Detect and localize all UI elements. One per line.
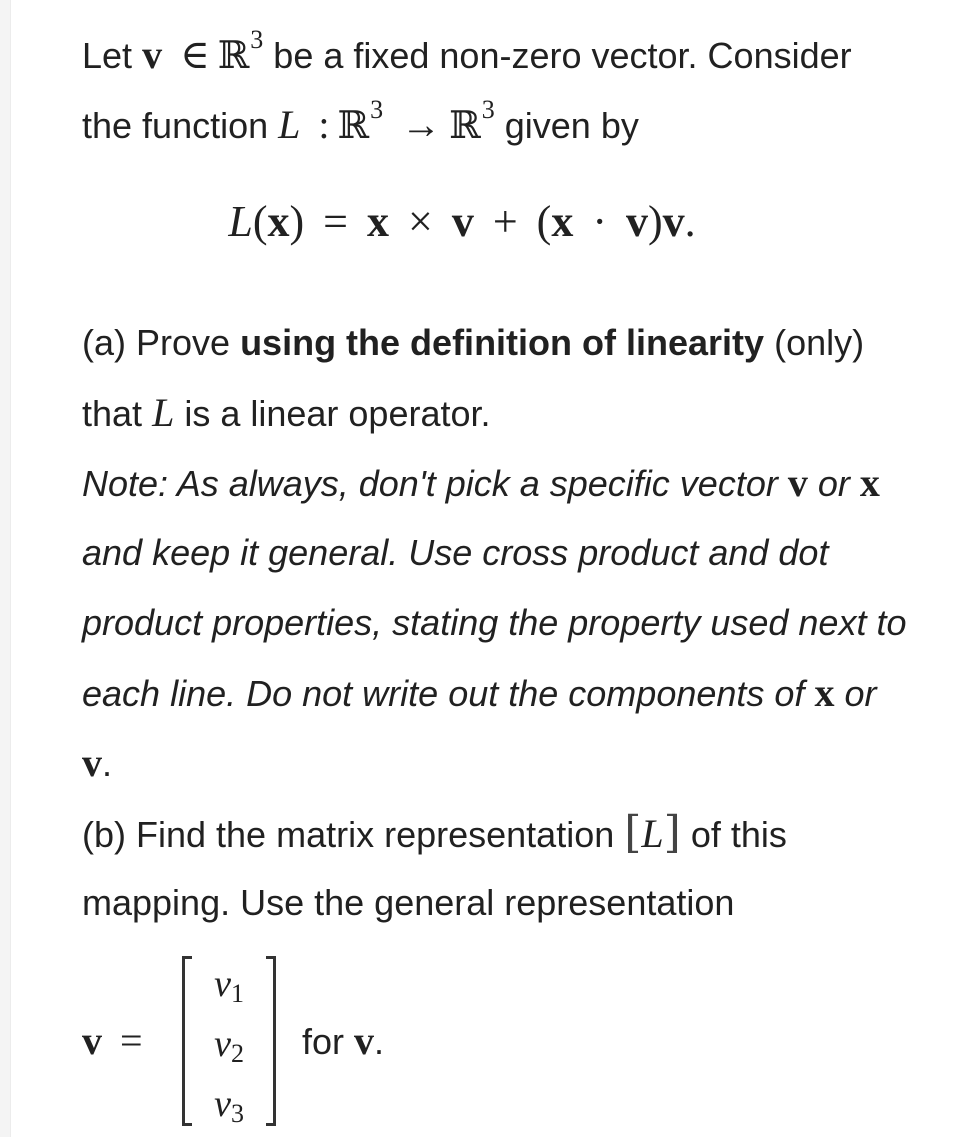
part-b-period: . — [374, 1021, 385, 1062]
math-equals: = — [323, 197, 348, 246]
math-bracket: [ — [624, 807, 642, 858]
intro-text: given by — [504, 105, 639, 146]
part-b-text: of this — [690, 814, 787, 855]
note-line-5 — [82, 734, 962, 804]
note-line-2 — [82, 524, 962, 594]
vector-lhs — [82, 1012, 151, 1071]
part-a-emphasis: using the definition of linearity — [240, 322, 765, 363]
note-line-1 — [82, 454, 962, 524]
math-paren: ( — [252, 197, 268, 246]
intro-line-2 — [82, 96, 962, 166]
math-paren: ) — [289, 197, 305, 246]
math-v: v — [354, 1018, 375, 1063]
math-x: x — [551, 197, 574, 246]
note-text: or — [844, 673, 877, 714]
math-v: v — [142, 32, 163, 77]
part-b-text: for — [302, 1021, 345, 1062]
column-vector — [182, 952, 276, 1132]
vector-definition — [82, 952, 962, 1132]
note-text: Note: As always, don't pick a specific vector — [82, 463, 778, 504]
entry-index: 1 — [230, 979, 244, 1008]
math-reals: ℝ — [449, 103, 481, 147]
part-b-text: (b) Find the matrix representation — [82, 814, 615, 855]
math-reals: ℝ — [217, 33, 250, 77]
math-v: v — [82, 740, 102, 785]
math-arrow: → — [401, 102, 442, 147]
entry-index: 3 — [230, 1099, 244, 1128]
vector-rhs — [302, 1012, 384, 1071]
math-v: v — [787, 460, 808, 505]
math-plus: + — [492, 197, 518, 246]
vector-entry — [182, 964, 276, 1014]
intro-line-1 — [82, 26, 962, 96]
math-v: v — [662, 197, 685, 246]
math-exponent: 3 — [370, 95, 384, 124]
part-a-text: (only) — [774, 322, 865, 363]
math-x: x — [267, 197, 290, 246]
math-L: L — [228, 197, 253, 246]
math-v: v — [451, 197, 474, 246]
math-colon: : — [318, 102, 330, 147]
part-b-line-2 — [82, 874, 962, 944]
math-v: v — [82, 1018, 102, 1063]
math-x: x — [367, 197, 389, 246]
problem-statement — [82, 26, 962, 1132]
intro-text: Let — [82, 35, 133, 76]
math-bracket: ] — [663, 807, 681, 858]
entry-base: v — [214, 1083, 231, 1125]
note-text: or — [817, 463, 850, 504]
math-v: v — [625, 197, 648, 246]
part-b-text: mapping. Use the general representation — [82, 882, 735, 923]
math-L: L — [641, 811, 664, 856]
vector-entry — [182, 1084, 276, 1134]
vector-entry — [182, 1024, 276, 1074]
note-line-3 — [82, 594, 962, 664]
math-paren: ) — [647, 197, 663, 246]
part-a-line-2 — [82, 384, 962, 454]
math-L: L — [278, 102, 301, 147]
part-a-text: is a linear operator. — [184, 393, 491, 434]
math-exponent: 3 — [481, 95, 495, 124]
entry-base: v — [214, 963, 231, 1005]
math-period: . — [684, 197, 696, 246]
entry-index: 2 — [230, 1039, 244, 1068]
display-formula — [82, 172, 962, 280]
math-L: L — [152, 390, 175, 435]
part-b-line-1 — [82, 804, 962, 874]
math-x: x — [859, 460, 880, 505]
math-in: ∈ — [180, 32, 210, 77]
math-dot: · — [592, 197, 607, 246]
note-text: each line. Do not write out the components of — [82, 673, 805, 714]
part-a-line-1 — [82, 314, 962, 384]
note-text: product properties, stating the property used next to — [82, 602, 907, 643]
intro-text: the function — [82, 105, 269, 146]
note-period: . — [102, 743, 113, 784]
note-text: and keep it general. Use cross product and dot — [82, 532, 829, 573]
part-a-text: that — [82, 393, 143, 434]
math-cross: × — [408, 197, 433, 246]
math-exponent: 3 — [250, 25, 264, 54]
math-paren: ( — [536, 197, 552, 246]
math-reals: ℝ — [337, 103, 370, 147]
part-a-label: (a) Prove — [82, 322, 231, 363]
page-edge — [0, 0, 11, 1137]
math-equals: = — [120, 1018, 143, 1063]
entry-base: v — [214, 1023, 231, 1065]
math-x: x — [814, 670, 835, 715]
intro-text: be a fixed non-zero vector. Consider — [273, 35, 852, 76]
note-line-4 — [82, 664, 962, 734]
